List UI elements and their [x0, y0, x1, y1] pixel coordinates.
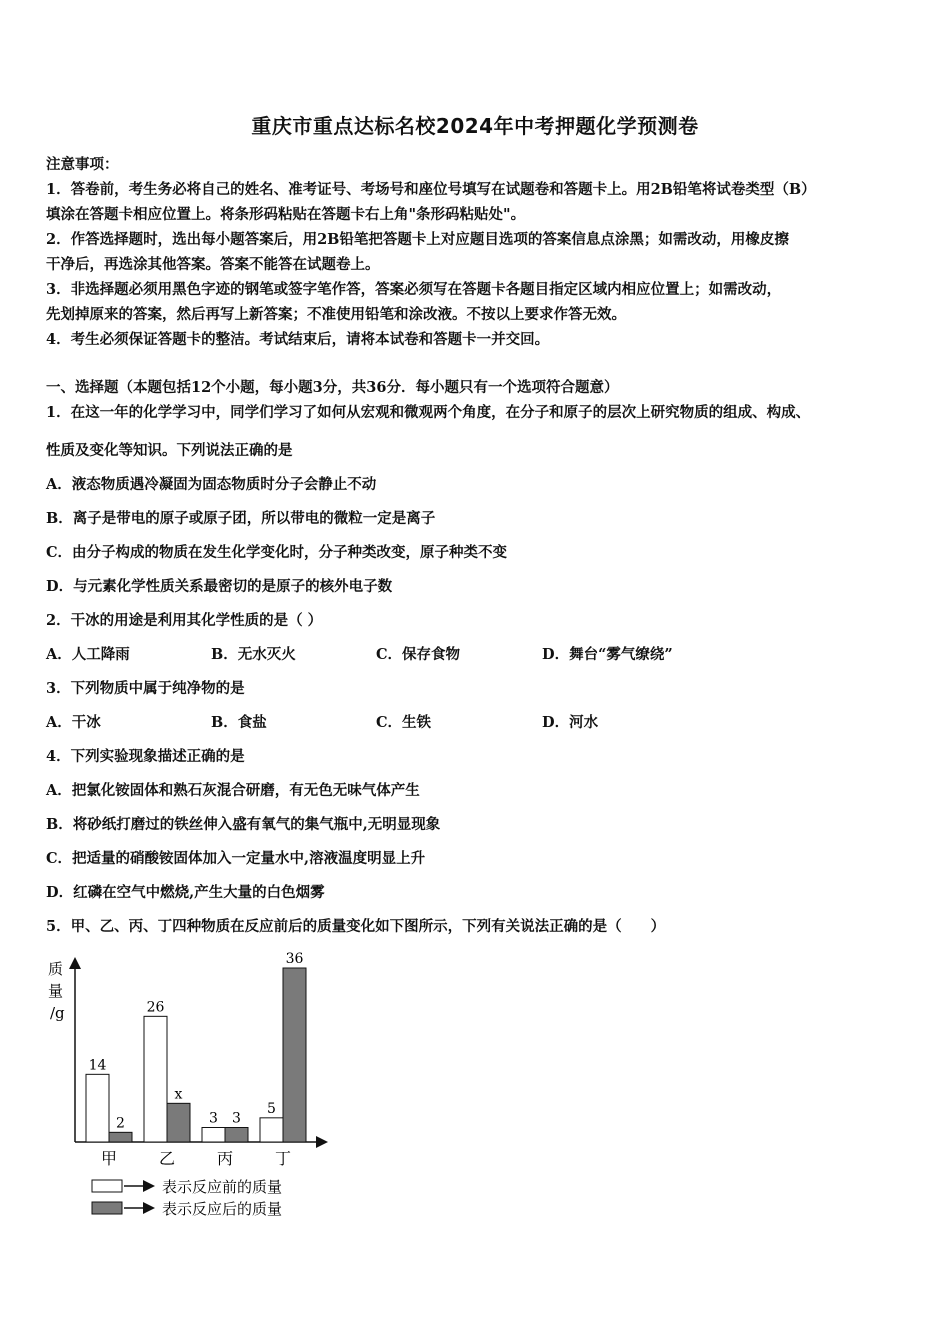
legend-before-swatch [92, 1180, 122, 1192]
q5-stem: 5．甲、乙、丙、丁四种物质在反应前后的质量变化如下图所示，下列有关说法正确的是（ ） [46, 918, 666, 935]
bar-after-2 [167, 1103, 190, 1142]
q1-stem-b: 性质及变化等知识。下列说法正确的是 [46, 442, 293, 459]
section-heading: 一、选择题（本题包括12个小题，每小题3分，共36分．每小题只有一个选项符合题意） [46, 379, 619, 396]
q3-option-b: B．食盐 [211, 714, 267, 731]
bars-group [86, 951, 306, 1168]
category-label-3: 丙 [216, 1149, 234, 1168]
notice-heading: 注意事项： [46, 156, 119, 173]
bar-label-before-1: 14 [88, 1057, 107, 1074]
y-axis-label-2: 量 [48, 982, 64, 1000]
bar-after-4 [283, 968, 306, 1142]
bar-after-3 [225, 1128, 248, 1143]
q3-option-c: C．生铁 [376, 714, 432, 731]
mass-change-bar-chart [40, 948, 340, 1223]
legend [92, 1178, 282, 1218]
q1-option-c: C．由分子构成的物质在发生化学变化时，分子种类改变，原子种类不变 [46, 544, 508, 561]
q3-option-a: A．干冰 [46, 714, 101, 731]
page-title: 重庆市重点达标名校2024年中考押题化学预测卷 [251, 114, 699, 138]
bar-label-after-4: 36 [285, 951, 304, 967]
q4-option-b: B．将砂纸打磨过的铁丝伸入盛有氧气的集气瓶中,无明显现象 [46, 816, 441, 833]
bar-after-1 [109, 1132, 132, 1142]
q1-option-d: D．与元素化学性质关系最密切的是原子的核外电子数 [46, 578, 393, 595]
y-axis-label-1: 质 [48, 960, 64, 978]
legend-after-label: 表示反应后的质量 [162, 1200, 283, 1218]
bar-label-before-2: 26 [146, 999, 165, 1016]
q3-option-d: D．河水 [542, 714, 599, 731]
bar-before-2 [144, 1016, 167, 1142]
q2-stem: 2．干冰的用途是利用其化学性质的是（ ） [46, 612, 323, 629]
q1-option-b: B．离子是带电的原子或原子团，所以带电的微粒一定是离子 [46, 510, 436, 527]
q4-option-c: C．把适量的硝酸铵固体加入一定量水中,溶液温度明显上升 [46, 850, 426, 867]
bar-label-after-3: 3 [232, 1110, 241, 1127]
q1-option-a: A．液态物质遇冷凝固为固态物质时分子会静止不动 [46, 476, 377, 493]
q3-stem: 3．下列物质中属于纯净物的是 [46, 680, 245, 697]
q4-option-d: D．红磷在空气中燃烧,产生大量的白色烟雾 [46, 884, 325, 901]
bar-label-after-2: x [174, 1086, 183, 1103]
q2-option-a: A．人工降雨 [46, 646, 130, 663]
legend-after-swatch [92, 1202, 122, 1214]
legend-before-label: 表示反应前的质量 [162, 1178, 283, 1196]
notice-line-3b: 先划掉原来的答案，然后再写上新答案；不准使用铅笔和涂改液。不按以上要求作答无效。 [46, 306, 626, 323]
notice-line-3a: 3．非选择题必须用黑色字迹的钢笔或签字笔作答，答案必须写在答题卡各题目指定区域内相应位置上；如需改动， [46, 281, 782, 298]
notice-line-1a: 1．答卷前，考生务必将自己的姓名、准考证号、考场号和座位号填写在试题卷和答题卡上。用2B铅笔将试卷类型（B） [46, 181, 816, 198]
bar-label-before-4: 5 [267, 1100, 276, 1117]
bar-before-1 [86, 1074, 109, 1142]
category-label-4: 丁 [274, 1149, 292, 1168]
category-label-2: 乙 [158, 1149, 176, 1168]
bar-label-after-1: 2 [116, 1115, 125, 1132]
bar-label-before-3: 3 [209, 1110, 218, 1127]
q2-option-d: D．舞台“雾气缭绕” [542, 646, 673, 663]
category-label-1: 甲 [100, 1149, 118, 1168]
bar-before-4 [260, 1118, 283, 1142]
notice-line-1b: 填涂在答题卡相应位置上。将条形码粘贴在答题卡右上角"条形码粘贴处"。 [46, 206, 526, 223]
q2-option-b: B．无水灭火 [211, 646, 296, 663]
q4-option-a: A．把氯化铵固体和熟石灰混合研磨，有无色无味气体产生 [46, 782, 420, 799]
notice-line-2a: 2．作答选择题时，选出每小题答案后，用2B铅笔把答题卡上对应题目选项的答案信息点涂黑；如需改动，用橡皮擦 [46, 231, 789, 248]
notice-line-4: 4．考生必须保证答题卡的整洁。考试结束后，请将本试卷和答题卡一并交回。 [46, 331, 550, 348]
y-axis-label-3: /g [50, 1004, 65, 1022]
q1-stem-a: 1．在这一年的化学学习中，同学们学习了如何从宏观和微观两个角度，在分子和原子的层次上研究物质的组成、构成、 [46, 404, 811, 421]
notice-line-2b: 干净后，再选涂其他答案。答案不能答在试题卷上。 [46, 256, 380, 273]
q4-stem: 4．下列实验现象描述正确的是 [46, 748, 245, 765]
q2-option-c: C．保存食物 [376, 646, 461, 663]
bar-before-3 [202, 1128, 225, 1143]
